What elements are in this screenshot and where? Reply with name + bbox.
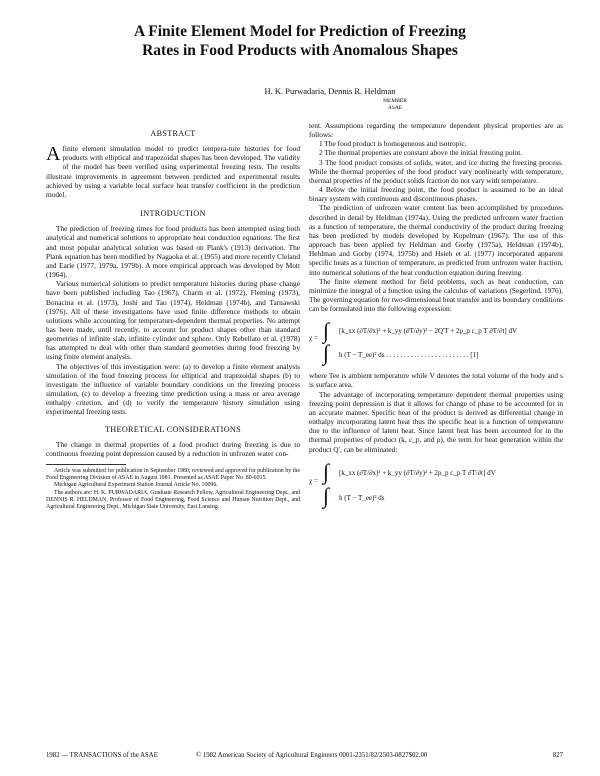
page-number: 827 [552,752,563,759]
title-line-1: A Finite Element Model for Prediction of Freezing [134,23,466,40]
equation-2 [309,457,563,515]
membership-note [360,98,430,111]
assumption-list [309,139,563,203]
eq2-surface-term: h (T − T_ee)² ds [339,493,385,502]
assumption-3: 3 The food product consists of solids, water, and ice during the freezing process. While the thermal properties of the food product vary nonlinearly with temperature, thermal properties of the product solids fraction do not vary with temperature. [309,157,563,185]
title-line-2: Rates in Food Products with Anomalous Shapes [142,42,458,59]
eq2-integral-sign: ∫ [323,458,330,484]
eq2-lhs: χ = [309,476,318,485]
intro-paragraph-3: The objectives of this investigation were: (a) to develop a finite element analysis simulation of the food freezing process for elliptical and trapezoidal shapes (b) to investigate the influence of variable boundary conditions on the freezing process simulation, (c) to develop a freezing time prediction using a mass or area average enthalpy criterion, and (d) to verify the temperature history simulation using experimental freezing tests. [46,361,300,417]
footnote-rule [46,464,126,465]
right-paragraph-2: The prediction of unfrozen water content has been accomplished by procedures described in detail by Heldman (1974a). Using the predicted unfrozen water fraction as a function of temperature, the thermal conductivity of the product during freezing has been predicted by models developed by Kopelman (1967). The use of this approach has been applied by Heldman and Gorby (1975a), Heldman (1974b), Heldman and Gorby (1974, 1975b) and Hsieh et al. (1977) incorporated apparent specific heats as a function of temperature, as predicted from unfrozen water fraction, into numerical solutions of the heat conduction equation during freezing. [309,203,563,277]
theory-paragraph-1: The change in thermal properties of a food product during freezing is due to continuous freezing point depression caused by a reduction in unfrozen water con- [46,439,300,458]
abstract-body: finite element simulation model to predict tempera-ture histories for food products with elliptical and trapezoidal shapes has been developed. The validity of the model has been verified using experimental freezing tests. The results illustrate improvements in agreement between predicted and experimental results achieved by using a variable local surface heat transfer coefficient in the prediction model. [46,144,300,199]
equation-1 [309,316,563,368]
right-paragraph-5: The advantage of incorporating temperature dependent thermal properties using freezing point depression is that it allows for change of phase to be accounted for in an accurate manner. Specific heat of the product is derived as differential change in enthalpy incorporating latent heat thus the specific heat is a function of temperature due to the influence of latent heat. Since latent heat has been accounted for in the thermal properties of product (k, c_p, and ρ), the term for heat generation within the product Q', can be eliminated: [309,389,563,454]
left-column [46,124,300,511]
right-column [309,121,563,518]
eq1-integral-sign: ∫ [323,318,330,344]
abstract-text [46,144,300,199]
eq1-surface-term: h (T − T_ee)² ds . . . . . . . . . . . . . . . . . . . . . . . . [1] [339,351,479,360]
theory-heading: THEORETICAL CONSIDERATIONS [105,424,241,434]
copyright-footer: © 1982 American Society of Agricultural Engineers 0001-2351/82/2503-0827$02.00 [196,752,428,759]
footnote-1: Article was submitted for publication in September 1980; reviewed and approved for publication by the Food Engineering Division of ASAE in August 1981. Presented as ASAE Paper No. 80-6015. [46,468,300,482]
intro-paragraph-1: The prediction of freezing times for food products has been attempted using both analytical and numerical solutions to appropriate heat conduction equations. The first and most popular analytical solution was based on Plank's (1913) derivation. The Plank equation has been modified by Nagaoka et al. (1955) and more recently Cleland and Earle (1977, 1979a, 1979b). A more empirical approach was developed by Mott (1964). [46,224,300,280]
assumption-1: 1 The food product is homogeneous and isotropic. [319,139,467,149]
paper-title [40,22,560,60]
authors: H. K. Purwadaria, Dennis R. Heldman [264,86,396,96]
right-paragraph-4: where Tee is ambient temperature while V denotes the total volume of the body and s is surface area. [309,371,563,390]
introduction-heading: INTRODUCTION [140,209,206,219]
footnotes [46,468,300,511]
right-paragraph-1: tent. Assumptions regarding the temperature dependent physical properties are as follows: [309,121,563,140]
footnote-3: The authors are: H. K. PURWADARIA, Graduate Research Fellow, Agricultural Engineering Dept., and DENNIS R. HELDMAN, Professor of Food Engineering, Food Science and Human Nutrition Dept., and Agricultural Engineering Dept., Michigan State University, East Lansing. [46,489,300,511]
abstract-heading: ABSTRACT [150,129,196,138]
eq1-lhs: χ = [309,334,318,343]
assumption-2: 2 The thermal properties are constant above the initial freezing point. [319,148,523,158]
footnote-2: Michigan Agricultural Experiment Station Journal Article No. 10096. [54,482,218,489]
right-paragraph-3: The finite element method for field problems, such as heat conduction, can minimize the integral of a function using the calculus of variations (Segerlind, 1976). The governing equation for two-dimensional heat transfer and its boundary conditions can be formulated into the following expression: [309,276,563,314]
journal-footer: 1982 — TRANSACTIONS of the ASAE [46,752,158,759]
member-label: MEMBER [383,98,407,104]
drop-cap: A [46,143,61,166]
eq2-surface-integral-sign: ∫ [323,482,330,508]
eq2-volume-term: [k_xx (∂T/∂x)² + k_yy (∂T/∂y)² + 2ρ_p c_p T ∂T/∂t] dV [339,468,496,477]
society-label: ASAE [387,104,403,111]
assumption-4: 4 Below the initial freezing point, the food product is assumed to be an ideal binary system with continuous and discontinuous phases. [309,185,563,204]
eq1-surface-integral-sign: ∫ [323,340,330,366]
eq1-volume-term: [k_xx (∂T/∂x)² + k_yy (∂T/∂y)² − 2Q'T + 2ρ_p c_p T ∂T/∂t] dV [339,327,518,336]
intro-paragraph-2: Various numerical solutions to predict temperature histories during phase change have been published including Tao (1967), Charm et al. (1972), Fleming (1973), Bonacina et al. (1973), Joshi and Tao (1974), Heldman (1974b), and Tarnawski (1976). All of these investigations have used finite difference methods to obtain solutions while accounting for temperature-dependent thermal properties. No attempt has been made, until recently, to account for product shapes other than standard geometries of infinite slab, infinite cylinder and sphere. Only Rebellato et al. (1978) has attempted to deal with other than standard geometries during food freezing by using finite element analysis. [46,279,300,362]
